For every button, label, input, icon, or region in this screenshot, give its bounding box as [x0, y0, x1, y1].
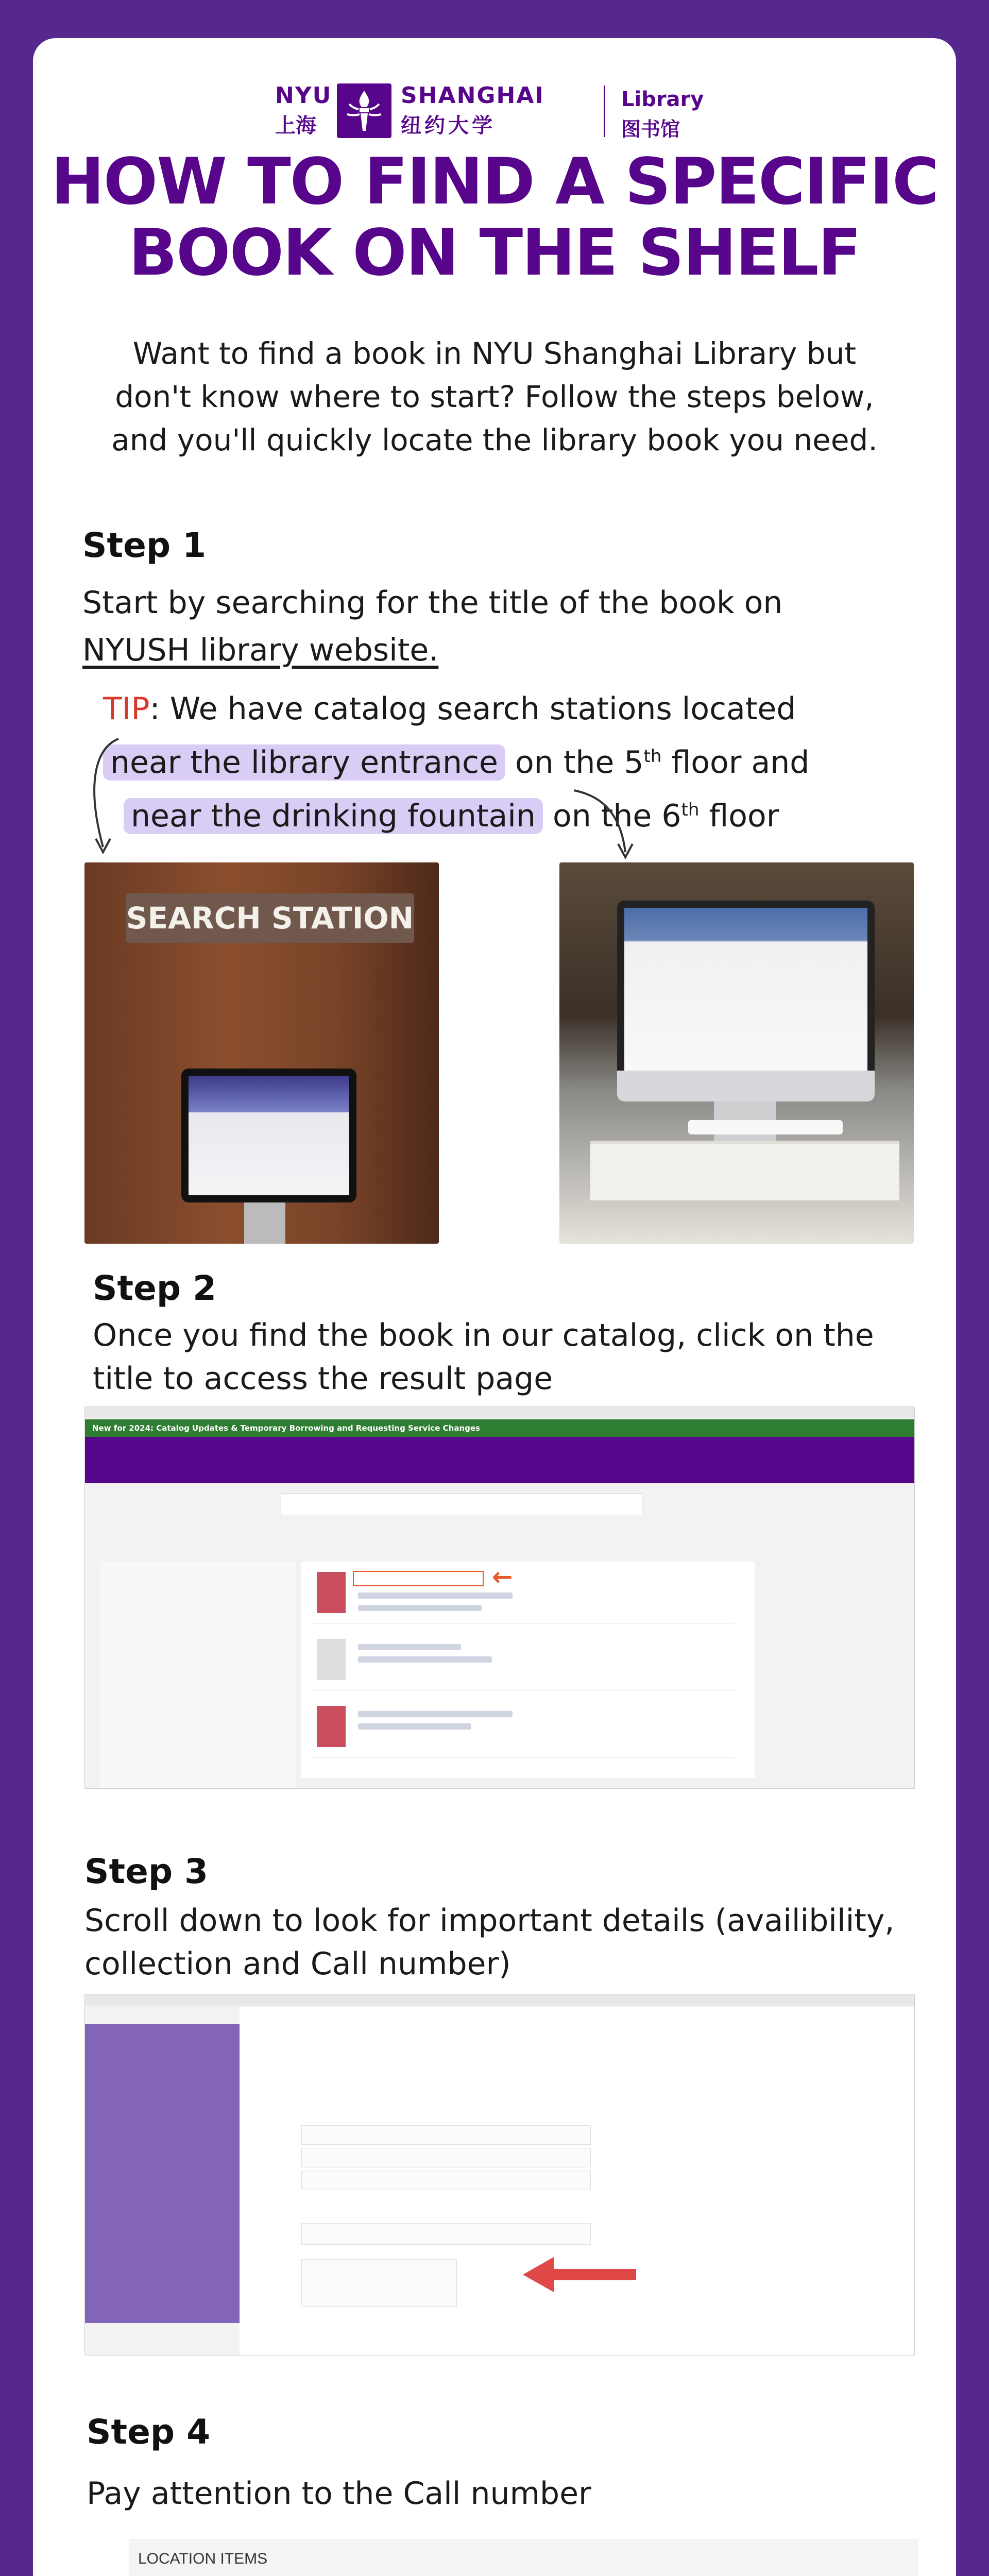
step-2-text: Once you find the book in our catalog, click on the title to access the result page: [93, 1317, 874, 1397]
library-website-link[interactable]: NYUSH library website.: [82, 632, 439, 668]
imac-computer: [617, 901, 875, 1101]
result-detail-panel: [240, 2007, 914, 2355]
curved-arrow-right-icon: [569, 780, 646, 862]
tip-text-4: on the 6: [542, 798, 681, 834]
logo-divider: [604, 86, 605, 137]
tip-block: [103, 685, 927, 840]
result-item: [312, 1634, 734, 1691]
step-3-text: Scroll down to look for important details (availibility, collection and Call number): [84, 1903, 895, 1982]
intro-text: Want to find a book in NYU Shanghai Library but don't know where to start? Follow the steps below, and you'll quickly locate the library book you need.: [111, 336, 878, 457]
desk-stand: [590, 1141, 899, 1200]
arrow-left-icon: ←: [492, 1563, 513, 1591]
logo-library-chinese: 图书馆: [621, 118, 680, 141]
result-item: [312, 1701, 734, 1758]
dimmed-sidebar: [85, 2024, 240, 2323]
tip-text-3: floor and: [661, 744, 810, 781]
page-title: [33, 146, 956, 289]
tip-text-2: on the 5: [505, 744, 644, 781]
step-1-text-body: Start by searching for the title of the book on: [82, 585, 783, 621]
browser-tab-bar: [85, 1994, 914, 2006]
tip-sup-2: th: [681, 800, 700, 820]
result-title-highlight: [353, 1571, 484, 1586]
tip-text: : We have catalog search stations located: [149, 691, 796, 727]
step-3-title: Step 3: [84, 1852, 208, 1891]
result-item: [312, 1563, 734, 1624]
title-line-2: BOOK ON THE SHELF: [128, 216, 861, 290]
browser-tab-bar: [85, 1407, 914, 1418]
step-2-title: Step 2: [93, 1268, 216, 1308]
tablet-kiosk: [181, 1069, 356, 1202]
catalog-update-banner: New for 2024: Catalog Updates & Temporary Borrowing and Requesting Service Changes: [85, 1419, 914, 1437]
search-station-photo-5th-floor: [84, 862, 439, 1244]
logo-nyu-text: NYU: [275, 82, 332, 109]
keyboard: [688, 1120, 843, 1134]
step-4-title: Step 4: [87, 2412, 210, 2452]
nyu-torch-logo-icon: [337, 83, 391, 138]
catalog-header: [85, 1437, 914, 1483]
tip-text-5: floor: [699, 798, 779, 834]
tablet-stand: [244, 1202, 285, 1244]
tip-label: TIP: [103, 691, 150, 727]
curved-arrow-left-icon: [82, 728, 144, 862]
refine-results-sidebar: [100, 1562, 296, 1788]
step-1-text: [82, 579, 927, 674]
logo-nyu-chinese: 上海: [275, 114, 316, 138]
logo-shanghai-text: SHANGHAI: [401, 82, 544, 109]
logo-library-text: Library: [621, 88, 704, 111]
result-page-screenshot: [84, 1994, 915, 2355]
location-items-heading: LOCATION ITEMS: [138, 2550, 268, 2567]
red-arrow-left-icon: [518, 2254, 641, 2295]
logo-shanghai-chinese: 纽约大学: [401, 114, 496, 138]
poster-card: [33, 38, 956, 2576]
catalog-search-screenshot: [84, 1406, 915, 1789]
step-4-text: Pay attention to the Call number: [87, 2476, 591, 2512]
title-line-1: HOW TO FIND A SPECIFIC: [50, 145, 939, 219]
search-station-sign: SEARCH STATION: [126, 893, 414, 943]
search-station-photo-6th-floor: [559, 862, 914, 1244]
tip-sup-1: th: [643, 746, 662, 767]
highlight-drinking-fountain: near the drinking fountain: [124, 798, 543, 834]
catalog-search-box: [281, 1494, 642, 1515]
highlight-library-entrance: near the library entrance: [103, 744, 505, 781]
search-results-list: [301, 1562, 755, 1778]
step-1-title: Step 1: [82, 526, 206, 565]
